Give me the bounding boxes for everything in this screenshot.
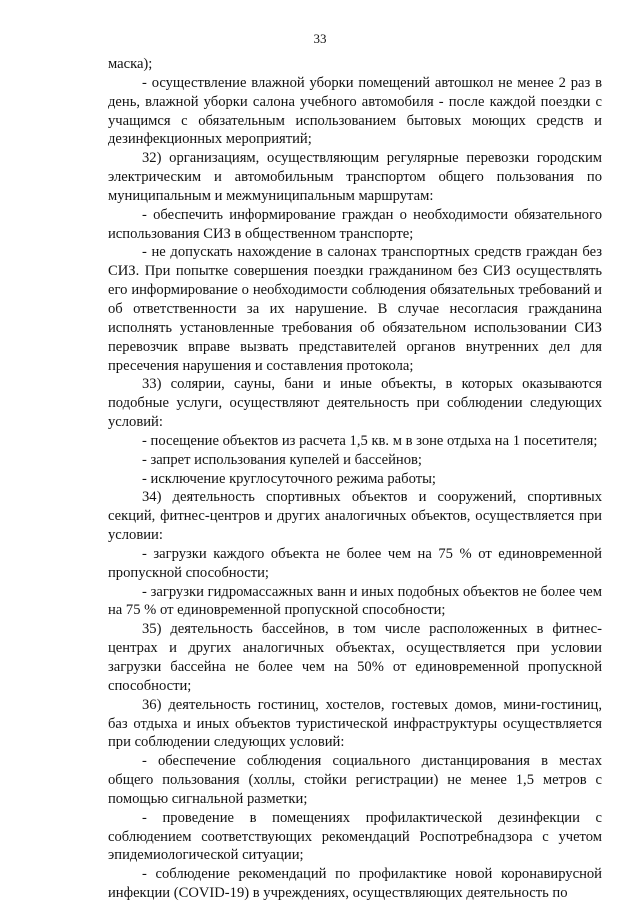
paragraph: - соблюдение рекомендаций по профилактике новой коронавирусной инфекции (COVID-19) в учреждениях, осуществляющих деятельность по	[108, 866, 602, 902]
paragraph: маска);	[108, 56, 153, 72]
paragraph: - проведение в помещениях профилактической дезинфекции с соблюдением соответствующих рекомендаций Роспотребнадзора с учетом эпидемиологической ситуации;	[108, 809, 602, 864]
paragraph: 33) солярии, сауны, бани и иные объекты, в которых оказываются подобные услуги, осуществляют деятельность при соблюдении следующих условий:	[108, 376, 602, 431]
paragraph: - загрузки гидромассажных ванн и иных подобных объектов не более чем на 75 % от единовременной пропускной способности;	[108, 583, 602, 619]
paragraph: - осуществление влажной уборки помещений автошкол не менее 2 раз в день, влажной уборки салона учебного автомобиля - после каждой поездки с учащимся с обязательным использованием бытовых моющих средств и дезинфекционных мероприятий;	[108, 74, 602, 148]
body-text	[108, 55, 602, 903]
paragraph: - загрузки каждого объекта не более чем на 75 % от единовременной пропускной способности;	[108, 545, 602, 581]
paragraph: 36) деятельность гостиниц, хостелов, гостевых домов, мини-гостиниц, баз отдыха и иных объектов туристической инфраструктуры осуществляется при соблюдении следующих условий:	[108, 696, 602, 751]
paragraph: - запрет использования купелей и бассейнов;	[142, 451, 422, 468]
paragraph: - обеспечение соблюдения социального дистанцирования в местах общего пользования (холлы, стойки регистрации) не менее 1,5 метров с помощью сигнальной разметки;	[108, 753, 602, 807]
paragraph: - посещение объектов из расчета 1,5 кв. м в зоне отдыха на 1 посетителя;	[142, 432, 598, 449]
paragraph: - не допускать нахождение в салонах транспортных средств граждан без СИЗ. При попытке совершения поездки гражданином без СИЗ осуществлять его информирование о необходимости соблюдения обязательных требований и об ответственности за их нарушение. В случае несогласия гражданина исполнять установленные требования об обязательном использовании СИЗ перевозчик вправе вызвать представителей органов внутренних дел для пресечения нарушения и составления протокола;	[108, 244, 602, 374]
paragraph: - обеспечить информирование граждан о необходимости обязательного использования СИЗ в общественном транспорте;	[108, 206, 602, 242]
paragraph: - исключение круглосуточного режима работы;	[142, 470, 436, 487]
paragraph: 34) деятельность спортивных объектов и сооружений, спортивных секций, фитнес-центров и других аналогичных объектов, осуществляется при условии:	[108, 489, 602, 544]
page-number: 33	[313, 31, 327, 46]
paragraph: 35) деятельность бассейнов, в том числе расположенных в фитнес-центрах и других аналогичных объектах, осуществляется при условии загрузки бассейна не более чем на 50% от единовременной пропускной способности;	[108, 621, 602, 694]
paragraph: 32) организациям, осуществляющим регулярные перевозки городским электрическим и автомобильным транспортом общего пользования по муниципальным и межмуниципальным маршрутам:	[108, 150, 602, 204]
